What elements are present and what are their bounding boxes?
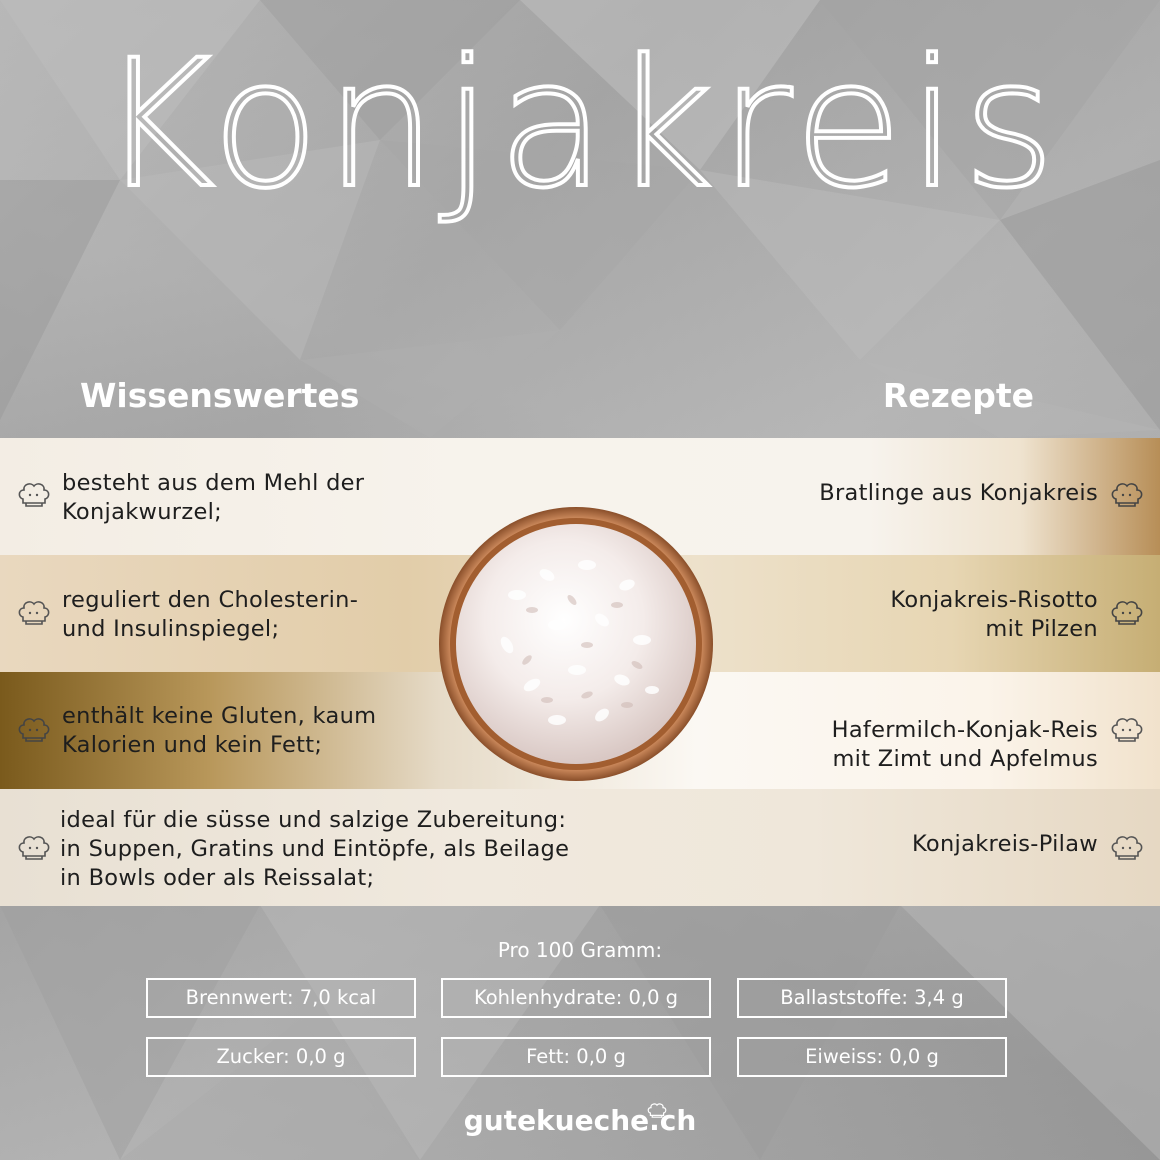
fact-item-2: [62, 586, 358, 644]
brand-logo-text[interactable]: gutekueche.ch: [463, 1104, 697, 1137]
chef-hat-icon: [1110, 479, 1144, 509]
fact-line: reguliert den Cholesterin-: [62, 587, 359, 613]
fact-line: besteht aus dem Mehl der: [62, 470, 365, 496]
fact-line: Konjakwurzel;: [62, 499, 223, 525]
chef-hat-icon: [1110, 832, 1144, 862]
fact-line: in Suppen, Gratins und Eintöpfe, als Beilage: [60, 836, 570, 862]
facts-heading: Wissenswertes: [80, 376, 360, 415]
nutrition-fiber: Ballaststoffe: 3,4 g: [737, 978, 1007, 1018]
chef-hat-icon: [17, 832, 51, 862]
recipes-heading: Rezepte: [882, 376, 1034, 415]
nutrition-sugar: Zucker: 0,0 g: [146, 1037, 416, 1077]
recipe-line: Hafermilch-Konjak-Reis: [831, 717, 1098, 743]
nutrition-heading: Pro 100 Gramm:: [497, 938, 663, 962]
fact-line: enthält keine Gluten, kaum: [62, 703, 377, 729]
fact-line: und Insulinspiegel;: [62, 616, 280, 642]
rice-bowl-image: [437, 505, 715, 783]
chef-hat-icon: [17, 597, 51, 627]
fact-line: Kalorien und kein Fett;: [62, 732, 323, 758]
fact-item-4: [60, 806, 569, 893]
fact-item-3: [62, 702, 376, 760]
nutrition-protein: Eiweiss: 0,0 g: [737, 1037, 1007, 1077]
fact-line: ideal für die süsse und salzige Zubereitung:: [60, 807, 567, 833]
fact-line: in Bowls oder als Reissalat;: [60, 865, 375, 891]
nutrition-carbs: Kohlenhydrate: 0,0 g: [441, 978, 711, 1018]
nutrition-fat: Fett: 0,0 g: [441, 1037, 711, 1077]
page-title: Konjakreis: [99, 22, 1061, 227]
chef-hat-icon: [17, 479, 51, 509]
chef-hat-icon: [17, 714, 51, 744]
chef-hat-icon: [1110, 714, 1144, 744]
nutrition-energy: Brennwert: 7,0 kcal: [146, 978, 416, 1018]
recipe-line: Bratlinge aus Konjakreis: [819, 480, 1098, 506]
recipe-line: mit Zimt und Apfelmus: [832, 746, 1098, 772]
recipe-item-2: [890, 586, 1098, 644]
chef-hat-icon: [1110, 597, 1144, 627]
recipe-item-4: [912, 830, 1098, 859]
recipe-line: Konjakreis-Risotto: [890, 587, 1098, 613]
fact-item-1: [62, 469, 364, 527]
recipe-item-3: [832, 716, 1098, 774]
chef-hat-icon: [646, 1101, 668, 1119]
recipe-item-1: [819, 479, 1098, 508]
recipe-line: mit Pilzen: [985, 616, 1098, 642]
recipe-line: Konjakreis-Pilaw: [912, 831, 1098, 857]
